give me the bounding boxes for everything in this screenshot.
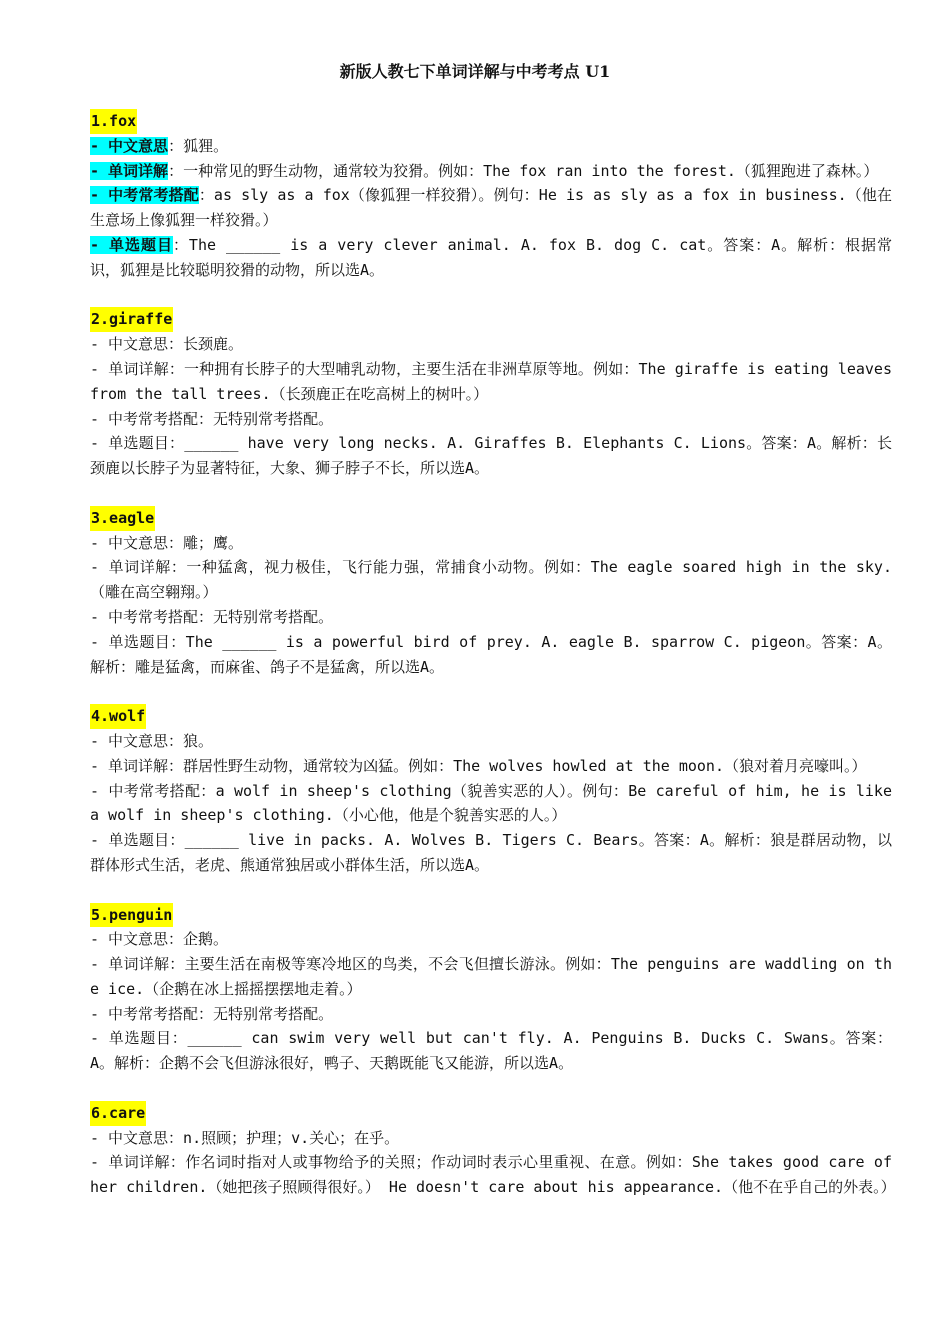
meaning-text: ：狐狸。 [168, 136, 229, 155]
vocab-entry-wolf [90, 704, 892, 878]
detail-line [90, 159, 892, 184]
detail-line: - 单词详解：群居性野生动物，通常较为凶猛。例如：The wolves howled at the moon.（狼对着月亮嚎叫。） [90, 756, 867, 775]
collocation-label: - 中考常考搭配 [90, 186, 199, 205]
meaning-line: - 中文意思：狼。 [90, 731, 214, 750]
question-line: - 单选题目：______ have very long necks. A. Giraffes B. Elephants C. Lions。答案：A。解析：长颈鹿以长脖子为显著特征，大象、狮子脖子不长，所以选A。 [90, 434, 892, 478]
vocab-entry-penguin [90, 903, 892, 1077]
vocab-entry-fox [90, 109, 892, 283]
detail-line: - 单词详解：一种猛禽，视力极佳，飞行能力强，常捕食小动物。例如：The eagle soared high in the sky.（雕在高空翱翔。） [90, 558, 892, 602]
meaning-line [90, 134, 892, 159]
detail-text: ：一种常见的野生动物，通常较为狡猾。例如：The fox ran into the forest.（狐狸跑进了森林。） [168, 161, 879, 180]
collocation-line: - 中考常考搭配：无特别常考搭配。 [90, 607, 334, 626]
vocabulary-entries [90, 109, 896, 1225]
question-line: - 单选题目：______ can swim very well but can't fly. A. Penguins B. Ducks C. Swans。答案：A。解析：企鹅不会飞但游泳很好，鸭子、天鹅既能飞又能游，所以选A。 [90, 1029, 892, 1073]
meaning-label: - 中文意思 [90, 136, 169, 155]
entry-heading: 3.eagle [90, 506, 155, 531]
vocab-entry-eagle [90, 506, 892, 680]
collocation-line: - 中考常考搭配：无特别常考搭配。 [90, 1004, 334, 1023]
question-label: - 单选题目 [90, 235, 173, 254]
meaning-line: - 中文意思：雕；鹰。 [90, 533, 244, 552]
entry-heading: 6.care [90, 1101, 146, 1126]
detail-line: - 单词详解：主要生活在南极等寒冷地区的鸟类，不会飞但擅长游泳。例如：The penguins are waddling on the ice.（企鹅在冰上摇摇摆摆地走着。） [90, 955, 892, 998]
question-line [90, 233, 892, 283]
question-line: - 单选题目：______ live in packs. A. Wolves B. Tigers C. Bears。答案：A。解析：狼是群居动物，以群体形式生活，老虎、熊通常独居或小群体生活，所以选A。 [90, 831, 892, 874]
vocab-entry-care [90, 1101, 896, 1200]
entry-heading: 4.wolf [90, 704, 146, 729]
detail-label: - 单词详解 [90, 161, 169, 180]
collocation-line [90, 183, 892, 233]
question-line: - 单选题目：The ______ is a powerful bird of prey. A. eagle B. sparrow C. pigeon。答案：A。解析：雕是猛禽，而麻雀、鸽子不是猛禽，所以选A。 [90, 632, 892, 676]
meaning-line: - 中文意思：长颈鹿。 [90, 335, 244, 354]
collocation-line: - 中考常考搭配：a wolf in sheep's clothing（貌善实恶的人）。例句：Be careful of him, he is like a wolf in sheep's clothing.（小心他，他是个貌善实恶的人。） [90, 781, 892, 825]
entry-heading: 1.fox [90, 109, 137, 134]
collocation-text: ：as sly as a fox（像狐狸一样狡猾）。例句：He is as sly as a fox in business.（他在生意场上像狐狸一样狡猾。） [90, 186, 893, 230]
meaning-line: - 中文意思：企鹅。 [90, 930, 229, 949]
entry-heading: 2.giraffe [90, 307, 173, 332]
meaning-line: - 中文意思：n.照顾；护理；v.关心；在乎。 [90, 1128, 400, 1147]
detail-line: - 单词详解：一种拥有长脖子的大型哺乳动物，主要生活在非洲草原等地。例如：The giraffe is eating leaves from the tall trees.（长颈鹿正在吃高树上的树叶。） [90, 359, 892, 403]
entry-heading: 5.penguin [90, 903, 173, 928]
question-text: ：The ______ is a very clever animal. A. fox B. dog C. cat。答案：A。解析：根据常识，狐狸是比较聪明狡猾的动物，所以选A。 [90, 235, 893, 279]
vocab-entry-giraffe [90, 307, 892, 481]
page-title: 新版人教七下单词详解与中考考点 U1 [339, 62, 611, 81]
detail-line: - 单词详解：作名词时指对人或事物给予的关照；作动词时表示心里重视、在意。例如：She takes good care of her children.（她把孩子照顾得很好。） He doesn't care about his appearance.（他不在乎自己的外表。） [90, 1153, 896, 1197]
collocation-line: - 中考常考搭配：无特别常考搭配。 [90, 409, 334, 428]
